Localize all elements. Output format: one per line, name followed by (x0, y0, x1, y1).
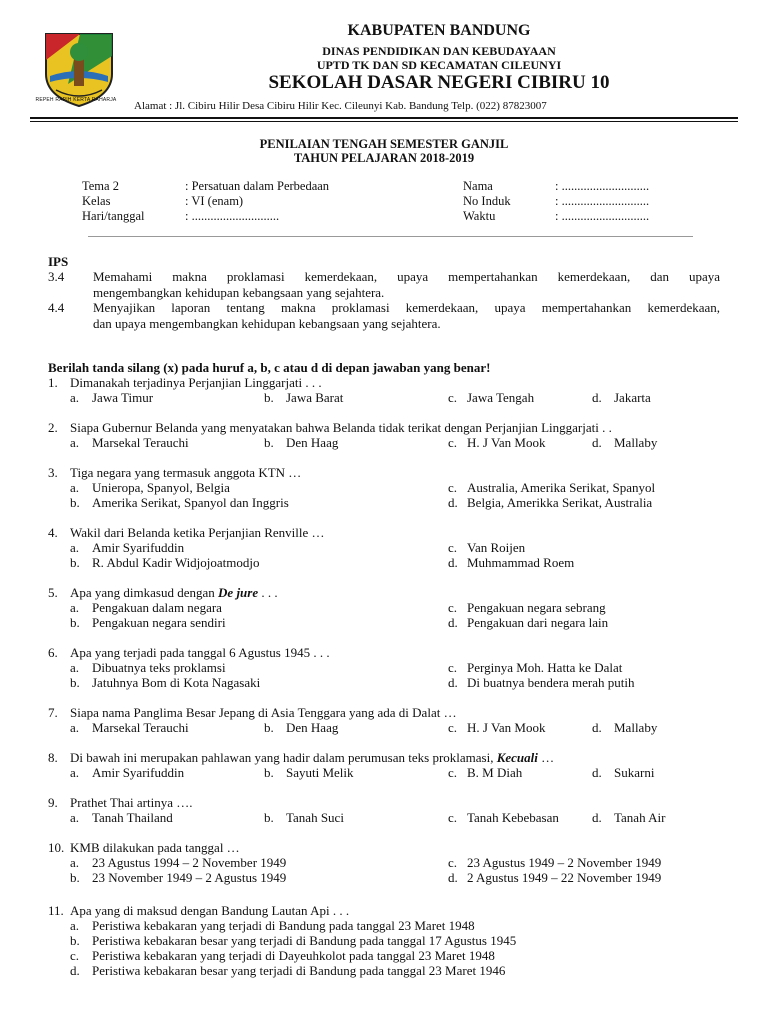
question-text (70, 465, 301, 480)
exam-title: PENILAIAN TENGAH SEMESTER GANJIL (259, 137, 509, 151)
answer-option-a[interactable] (70, 720, 189, 735)
tema-label: Tema 2 (82, 179, 119, 193)
answer-option-b[interactable] (70, 933, 517, 948)
answer-option-d[interactable] (448, 870, 662, 885)
option-text: Peristiwa kebakaran yang terjadi di Bandung pada tanggal 23 Maret 1948 (92, 918, 475, 933)
option-letter: c. (448, 600, 458, 615)
option-text: Van Roijen (467, 540, 526, 555)
question-text (70, 705, 457, 720)
option-letter: d. (592, 810, 602, 825)
option-text: Mallaby (614, 720, 658, 735)
nama-label: Nama (463, 179, 493, 193)
option-text: Unieropa, Spanyol, Belgia (92, 480, 230, 495)
option-letter: a. (70, 390, 80, 405)
competency-text: dan upaya mengembangkan kehidupan kebangsaan yang sejahtera. (93, 316, 441, 331)
option-letter: d. (448, 870, 458, 885)
question-number: 11. (48, 903, 64, 918)
answer-option-a[interactable] (70, 390, 154, 405)
option-text: Pengakuan dari negara lain (467, 615, 609, 630)
question-text (70, 525, 325, 540)
question-text (70, 795, 193, 810)
option-letter: a. (70, 720, 80, 735)
answer-option-b[interactable] (264, 720, 339, 735)
kelas-label: Kelas (82, 194, 111, 208)
question-number: 6. (48, 645, 58, 660)
question-number: 2. (48, 420, 58, 435)
option-letter: c. (448, 540, 458, 555)
option-text: Belgia, Amerikka Serikat, Australia (467, 495, 653, 510)
option-letter: b. (70, 675, 80, 690)
option-letter: a. (70, 918, 80, 933)
option-text: Australia, Amerika Serikat, Spanyol (467, 480, 656, 495)
answer-option-c[interactable] (448, 540, 526, 555)
answer-option-d[interactable] (592, 765, 655, 780)
question-stem: Prathet Thai artinya …. (70, 795, 193, 810)
waktu-label: Waktu (463, 209, 496, 223)
option-text: Sayuti Melik (286, 765, 354, 780)
option-text: Jawa Tengah (467, 390, 535, 405)
answer-option-b[interactable] (70, 675, 261, 690)
answer-option-a[interactable] (70, 810, 173, 825)
regency-title: KABUPATEN BANDUNG (347, 22, 531, 39)
option-letter: d. (592, 390, 602, 405)
answer-option-b[interactable] (70, 555, 260, 570)
option-text: Amir Syarifuddin (92, 765, 185, 780)
answer-option-a[interactable] (70, 855, 287, 870)
induk-label: No Induk (463, 194, 511, 208)
question-stem: Siapa nama Panglima Besar Jepang di Asia Tenggara yang ada di Dalat … (70, 705, 457, 720)
option-letter: b. (264, 720, 274, 735)
question-number: 9. (48, 795, 58, 810)
logo-motto: REPEH RAPIH KERTA RAHARJA (35, 97, 117, 103)
question-emphasis: Kecuali (496, 750, 538, 765)
option-text: Den Haag (286, 435, 339, 450)
unit-title: UPTD TK DAN SD KECAMATAN CILEUNYI (316, 58, 562, 72)
answer-option-c[interactable] (448, 435, 546, 450)
option-text: Jakarta (614, 390, 651, 405)
option-letter: a. (70, 810, 80, 825)
competency-text: Menyajikan laporan tentang makna proklamasi kemerdekaan, upaya mempertahankan kemerdekaan, (93, 300, 720, 315)
answer-option-c[interactable] (448, 765, 523, 780)
answer-option-d[interactable] (592, 720, 658, 735)
option-text: B. M Diah (467, 765, 523, 780)
hari-label: Hari/tanggal (82, 209, 145, 223)
answer-option-b[interactable] (70, 870, 287, 885)
question-stem-tail: … (537, 750, 555, 765)
answer-option-d[interactable] (448, 495, 653, 510)
option-letter: a. (70, 435, 80, 450)
subject-label: IPS (48, 254, 69, 269)
answer-option-b[interactable] (264, 765, 354, 780)
competency-number: 3.4 (48, 269, 65, 284)
question-stem: Apa yang dimkasud dengan (70, 585, 219, 600)
option-text: Jatuhnya Bom di Kota Nagasaki (92, 675, 261, 690)
option-text: Dibuatnya teks proklamsi (92, 660, 226, 675)
option-text: Perginya Moh. Hatta ke Dalat (467, 660, 623, 675)
option-letter: b. (70, 615, 80, 630)
option-text: 23 Agustus 1949 – 2 November 1949 (467, 855, 662, 870)
exam-year: TAHUN PELAJARAN 2018-2019 (293, 151, 475, 165)
option-letter: c. (448, 810, 458, 825)
option-text: Marsekal Terauchi (92, 435, 189, 450)
waktu-field[interactable]: : ............................ (555, 209, 650, 223)
question-stem: Apa yang terjadi pada tanggal 6 Agustus 1945 . . . (70, 645, 330, 660)
option-letter: a. (70, 660, 80, 675)
question-stem: Dimanakah terjadinya Perjanjian Linggarjati . . . (70, 375, 322, 390)
option-text: Peristiwa kebakaran besar yang terjadi di Bandung pada tanggal 23 Maret 1946 (92, 963, 506, 978)
answer-option-d[interactable] (70, 963, 506, 978)
option-letter: d. (448, 615, 458, 630)
option-text: Peristiwa kebakaran yang terjadi di Dayeuhkolot pada tanggal 23 Maret 1948 (92, 948, 495, 963)
tema-value: : Persatuan dalam Perbedaan (185, 179, 330, 193)
question-number: 5. (48, 585, 58, 600)
option-text: 23 November 1949 – 2 Agustus 1949 (92, 870, 287, 885)
option-letter: c. (448, 390, 458, 405)
option-letter: b. (264, 765, 274, 780)
option-text: Peristiwa kebakaran besar yang terjadi di Bandung pada tanggal 17 Agustus 1945 (92, 933, 517, 948)
answer-option-b[interactable] (264, 435, 339, 450)
answer-option-d[interactable] (592, 390, 651, 405)
competency-number: 4.4 (48, 300, 65, 315)
option-letter: c. (448, 480, 458, 495)
question-stem-tail: . . . (258, 585, 278, 600)
department-title: DINAS PENDIDIKAN DAN KEBUDAYAAN (322, 44, 556, 58)
header-rule-thin (30, 121, 738, 122)
option-letter: d. (592, 435, 602, 450)
option-text: Mallaby (614, 435, 658, 450)
info-separator (88, 236, 693, 237)
answer-option-d[interactable] (448, 675, 635, 690)
question-text (70, 375, 322, 390)
option-letter: a. (70, 480, 80, 495)
question-number: 3. (48, 465, 58, 480)
option-letter: c. (448, 720, 458, 735)
option-text: H. J Van Mook (467, 720, 546, 735)
answer-option-c[interactable] (448, 855, 662, 870)
competency-text: mengembangkan kehidupan kebangsaan yang sejahtera. (93, 285, 385, 300)
school-name: SEKOLAH DASAR NEGERI CIBIRU 10 (268, 72, 610, 93)
header-rule-thick (30, 117, 738, 119)
question-text (70, 585, 278, 600)
option-letter: c. (70, 948, 80, 963)
answer-option-b[interactable] (70, 495, 289, 510)
option-text: Pengakuan negara sendiri (92, 615, 226, 630)
option-text: R. Abdul Kadir Widjojoatmodjo (92, 555, 260, 570)
option-text: Muhmammad Roem (467, 555, 575, 570)
answer-option-a[interactable] (70, 765, 185, 780)
question-text (70, 750, 554, 765)
question-number: 1. (48, 375, 58, 390)
question-stem: Siapa Gubernur Belanda yang menyatakan bahwa Belanda tidak terikat dengan Perjanjian Linggarjati . . (70, 420, 612, 435)
option-text: Di buatnya bendera merah putih (467, 675, 635, 690)
answer-option-c[interactable] (448, 810, 559, 825)
answer-option-a[interactable] (70, 600, 222, 615)
option-letter: c. (448, 435, 458, 450)
option-letter: d. (70, 963, 80, 978)
answer-option-c[interactable] (448, 660, 623, 675)
option-text: 23 Agustus 1994 – 2 November 1949 (92, 855, 287, 870)
option-text: Tanah Suci (286, 810, 344, 825)
option-text: Jawa Barat (286, 390, 344, 405)
answer-option-c[interactable] (448, 720, 546, 735)
question-stem: Wakil dari Belanda ketika Perjanjian Renville … (70, 525, 325, 540)
option-text: Marsekal Terauchi (92, 720, 189, 735)
option-text: Jawa Timur (92, 390, 154, 405)
option-letter: d. (448, 495, 458, 510)
option-text: Amerika Serikat, Spanyol dan Inggris (92, 495, 289, 510)
question-stem: Apa yang di maksud dengan Bandung Lautan Api . . . (70, 903, 350, 918)
kelas-value: : VI (enam) (185, 194, 244, 208)
option-letter: b. (264, 810, 274, 825)
question-number: 8. (48, 750, 58, 765)
answer-option-c[interactable] (70, 948, 495, 963)
answer-option-b[interactable] (264, 810, 344, 825)
option-letter: a. (70, 855, 80, 870)
option-text: Den Haag (286, 720, 339, 735)
option-letter: c. (448, 660, 458, 675)
question-stem: Di bawah ini merupakan pahlawan yang hadir dalam perumusan teks proklamasi, (70, 750, 497, 765)
option-letter: b. (70, 933, 80, 948)
answer-option-d[interactable] (448, 615, 609, 630)
question-stem: Tiga negara yang termasuk anggota KTN … (70, 465, 302, 480)
answer-option-a[interactable] (70, 480, 230, 495)
answer-option-b[interactable] (70, 615, 226, 630)
option-letter: b. (70, 495, 80, 510)
option-text: Tanah Air (614, 810, 666, 825)
option-text: Sukarni (614, 765, 655, 780)
answer-option-d[interactable] (592, 810, 666, 825)
option-letter: a. (70, 540, 80, 555)
question-text (70, 420, 612, 435)
school-address: Alamat : Jl. Cibiru Hilir Desa Cibiru Hilir Kec. Cileunyi Kab. Bandung Telp. (022) 87823007 (134, 100, 547, 112)
question-number: 7. (48, 705, 58, 720)
answer-option-c[interactable] (448, 390, 535, 405)
option-letter: d. (448, 555, 458, 570)
question-text (70, 840, 240, 855)
answer-option-c[interactable] (448, 600, 606, 615)
option-text: 2 Agustus 1949 – 22 November 1949 (467, 870, 662, 885)
answer-option-a[interactable] (70, 660, 226, 675)
option-letter: c. (448, 855, 458, 870)
option-letter: d. (448, 675, 458, 690)
option-letter: c. (448, 765, 458, 780)
question-text (70, 645, 330, 660)
question-text (70, 903, 349, 918)
option-letter: b. (70, 870, 80, 885)
option-text: Tanah Thailand (92, 810, 173, 825)
answer-option-d[interactable] (448, 555, 575, 570)
instruction: Berilah tanda silang (x) pada huruf a, b, c atau d di depan jawaban yang benar! (48, 360, 491, 375)
question-emphasis: De jure (218, 585, 259, 600)
answer-option-a[interactable] (70, 918, 475, 933)
question-number: 10. (48, 840, 65, 855)
induk-field[interactable]: : ............................ (555, 194, 650, 208)
competency-text: Memahami makna proklamasi kemerdekaan, upaya mempertahankan kemerdekaan, dan upaya (93, 269, 720, 284)
option-text: Amir Syarifuddin (92, 540, 185, 555)
option-text: Tanah Kebebasan (467, 810, 559, 825)
option-text: Pengakuan dalam negara (92, 600, 222, 615)
answer-option-d[interactable] (592, 435, 658, 450)
answer-option-a[interactable] (70, 540, 185, 555)
option-text: H. J Van Mook (467, 435, 546, 450)
hari-value[interactable]: : ............................ (185, 209, 280, 223)
question-number: 4. (48, 525, 58, 540)
answer-option-c[interactable] (448, 480, 656, 495)
nama-field[interactable]: : ............................ (555, 179, 650, 193)
question-stem: KMB dilakukan pada tanggal … (70, 840, 240, 855)
option-text: Pengakuan negara sebrang (467, 600, 606, 615)
answer-option-a[interactable] (70, 435, 189, 450)
answer-option-b[interactable] (264, 390, 344, 405)
option-letter: b. (264, 435, 274, 450)
option-letter: d. (592, 765, 602, 780)
option-letter: d. (592, 720, 602, 735)
option-letter: a. (70, 600, 80, 615)
option-letter: b. (264, 390, 274, 405)
option-letter: a. (70, 765, 80, 780)
option-letter: b. (70, 555, 80, 570)
